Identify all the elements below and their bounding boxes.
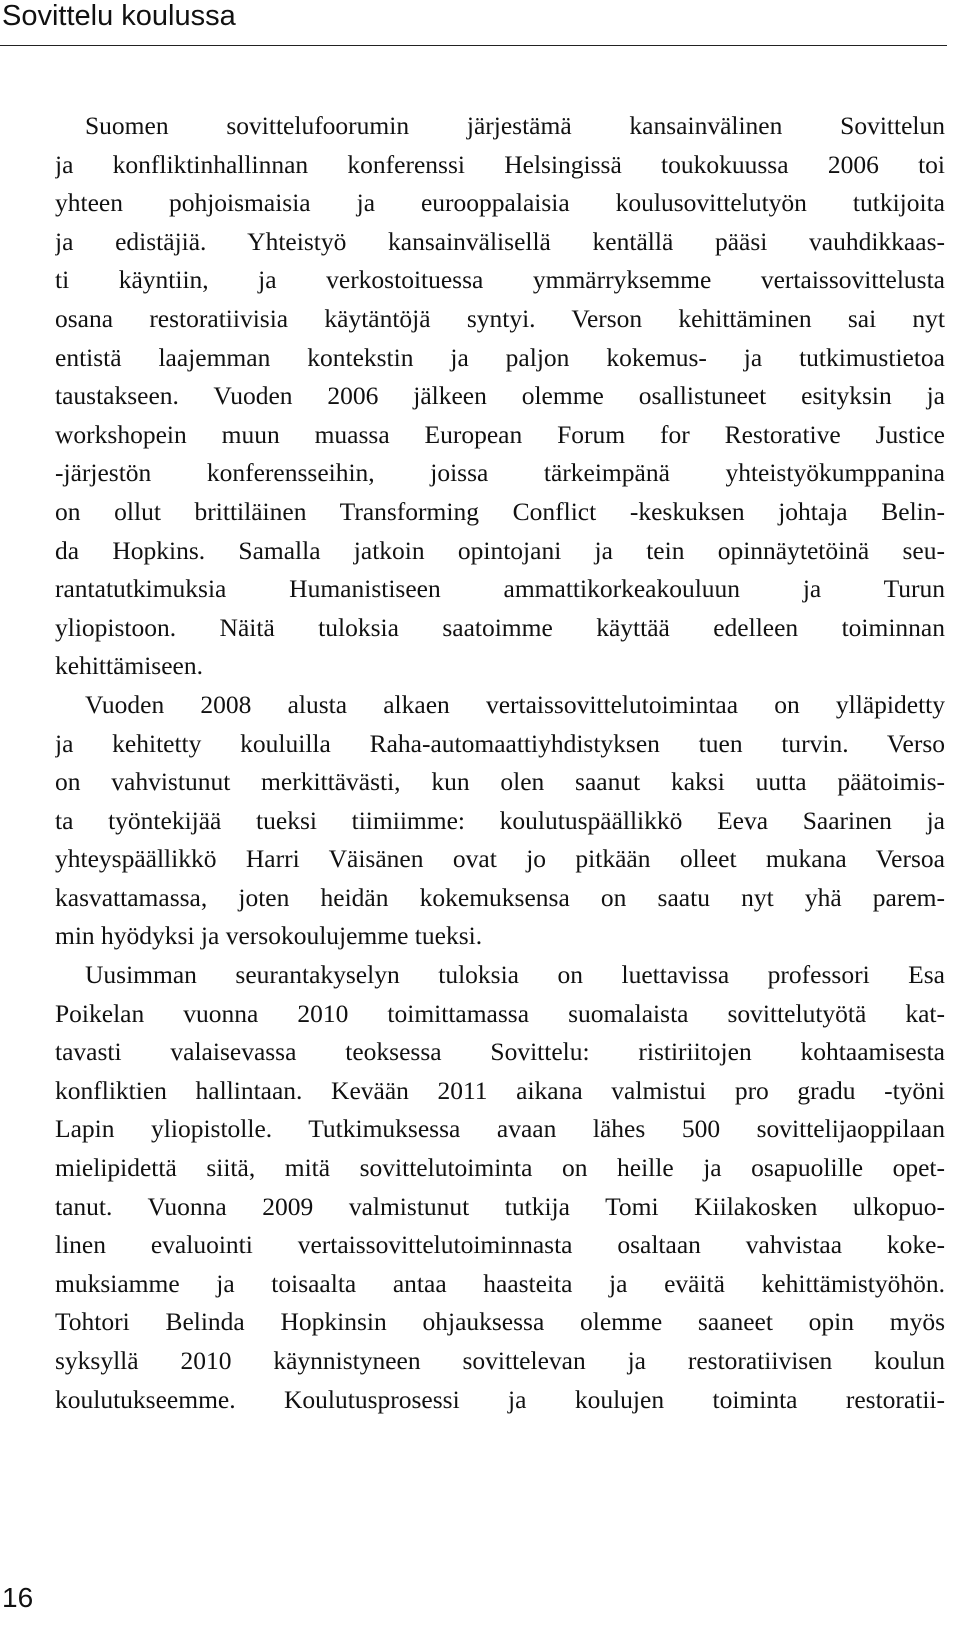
text-line: linen evaluointi vertaissovittelutoiminnasta osaltaan vahvistaa koke- [55, 1230, 945, 1260]
paragraph-2 [55, 686, 945, 956]
text-line: entistä laajemman kontekstin ja paljon kokemus- ja tutkimustietoa [55, 342, 945, 372]
text-line: osana restoratiivisia käytäntöjä syntyi. Verson kehittäminen sai nyt [55, 303, 945, 333]
text-line: syksyllä 2010 käynnistyneen sovittelevan ja restoratiivisen koulun [55, 1346, 945, 1375]
text-line: yliopistoon. Näitä tuloksia saatoimme käyttää edelleen toiminnan [55, 612, 945, 642]
text-line: on ollut brittiläinen Transforming Conflict -keskuksen johtaja Belin- [55, 496, 945, 526]
text-line: konfliktien hallintaan. Kevään 2011 aikana valmistui pro gradu -työni [55, 1075, 945, 1105]
text-line: Tohtori Belinda Hopkinsin ohjauksessa olemme saaneet opin myös [55, 1307, 945, 1337]
text-line: ja kehitetty kouluilla Raha-automaattiyhdistyksen tuen turvin. Verso [55, 728, 945, 758]
text-line: rantatutkimuksia Humanistiseen ammattikorkeakouluun ja Turun [55, 574, 945, 604]
text-line: ja edistäjiä. Yhteistyö kansainvälisellä kentällä pääsi vauhdikkaas- [55, 226, 945, 256]
text-line: yhteyspäällikkö Harri Väisänen ovat jo pitkään olleet mukana Versoa [55, 844, 945, 874]
paragraph-3 [55, 956, 945, 1419]
text-line: ta työntekijää tueksi tiimiimme: koulutuspäällikkö Eeva Saarinen ja [55, 805, 945, 835]
running-head-title: Sovittelu koulussa [2, 0, 236, 32]
text-line: workshopein muun muassa European Forum for Restorative Justice [55, 419, 945, 449]
text-line: ti käyntiin, ja verkostoituessa ymmärryksemme vertaissovittelusta [55, 265, 945, 295]
body-text [55, 107, 945, 1419]
text-line: da Hopkins. Samalla jatkoin opintojani ja tein opinnäytetöinä seu- [55, 535, 945, 565]
text-line: Poikelan vuonna 2010 toimittamassa suomalaista sovittelutyötä kat- [55, 998, 945, 1028]
text-line: koulutukseemme. Koulutusprosessi ja koulujen toiminta restoratii- [55, 1384, 945, 1414]
text-line: kasvattamassa, joten heidän kokemuksensa on saatu nyt yhä parem- [55, 882, 945, 912]
text-line: Suomen sovittelufoorumin järjestämä kansainvälinen Sovittelun [85, 111, 945, 140]
text-line: taustakseen. Vuoden 2006 jälkeen olemme osallistuneet esityksin ja [55, 381, 945, 411]
text-line: Uusimman seurantakyselyn tuloksia on luettavissa professori Esa [85, 960, 945, 990]
text-line: muksiamme ja toisaalta antaa haasteita ja eväitä kehittämistyöhön. [55, 1268, 945, 1298]
text-line: tavasti valaisevassa teoksessa Sovittelu: ristiriitojen kohtaamisesta [55, 1037, 945, 1067]
text-line: -järjestön konferensseihin, joissa tärkeimpänä yhteistyökumppanina [55, 458, 945, 488]
text-line: kehittämiseen. [55, 651, 203, 681]
text-line: yhteen pohjoismaisia ja eurooppalaisia koulusovittelutyön tutkijoita [55, 188, 945, 218]
text-line: Vuoden 2008 alusta alkaen vertaissovittelutoimintaa on ylläpidetty [85, 689, 945, 719]
running-head [0, 0, 947, 46]
text-line: mielipidettä siitä, mitä sovittelutoiminta on heille ja osapuolille opet- [55, 1153, 945, 1183]
paragraph-1 [55, 107, 945, 686]
text-line: on vahvistunut merkittävästi, kun olen saanut kaksi uutta päätoimis- [55, 767, 945, 797]
text-line: ja konfliktinhallinnan konferenssi Helsingissä toukokuussa 2006 toi [55, 149, 945, 179]
text-line: tanut. Vuonna 2009 valmistunut tutkija Tomi Kiilakosken ulkopuo- [55, 1191, 945, 1221]
page-number: 16 [2, 1582, 34, 1613]
text-line: min hyödyksi ja versokoulujemme tueksi. [55, 921, 483, 951]
text-line: Lapin yliopistolle. Tutkimuksessa avaan lähes 500 sovittelijaoppilaan [55, 1114, 945, 1144]
